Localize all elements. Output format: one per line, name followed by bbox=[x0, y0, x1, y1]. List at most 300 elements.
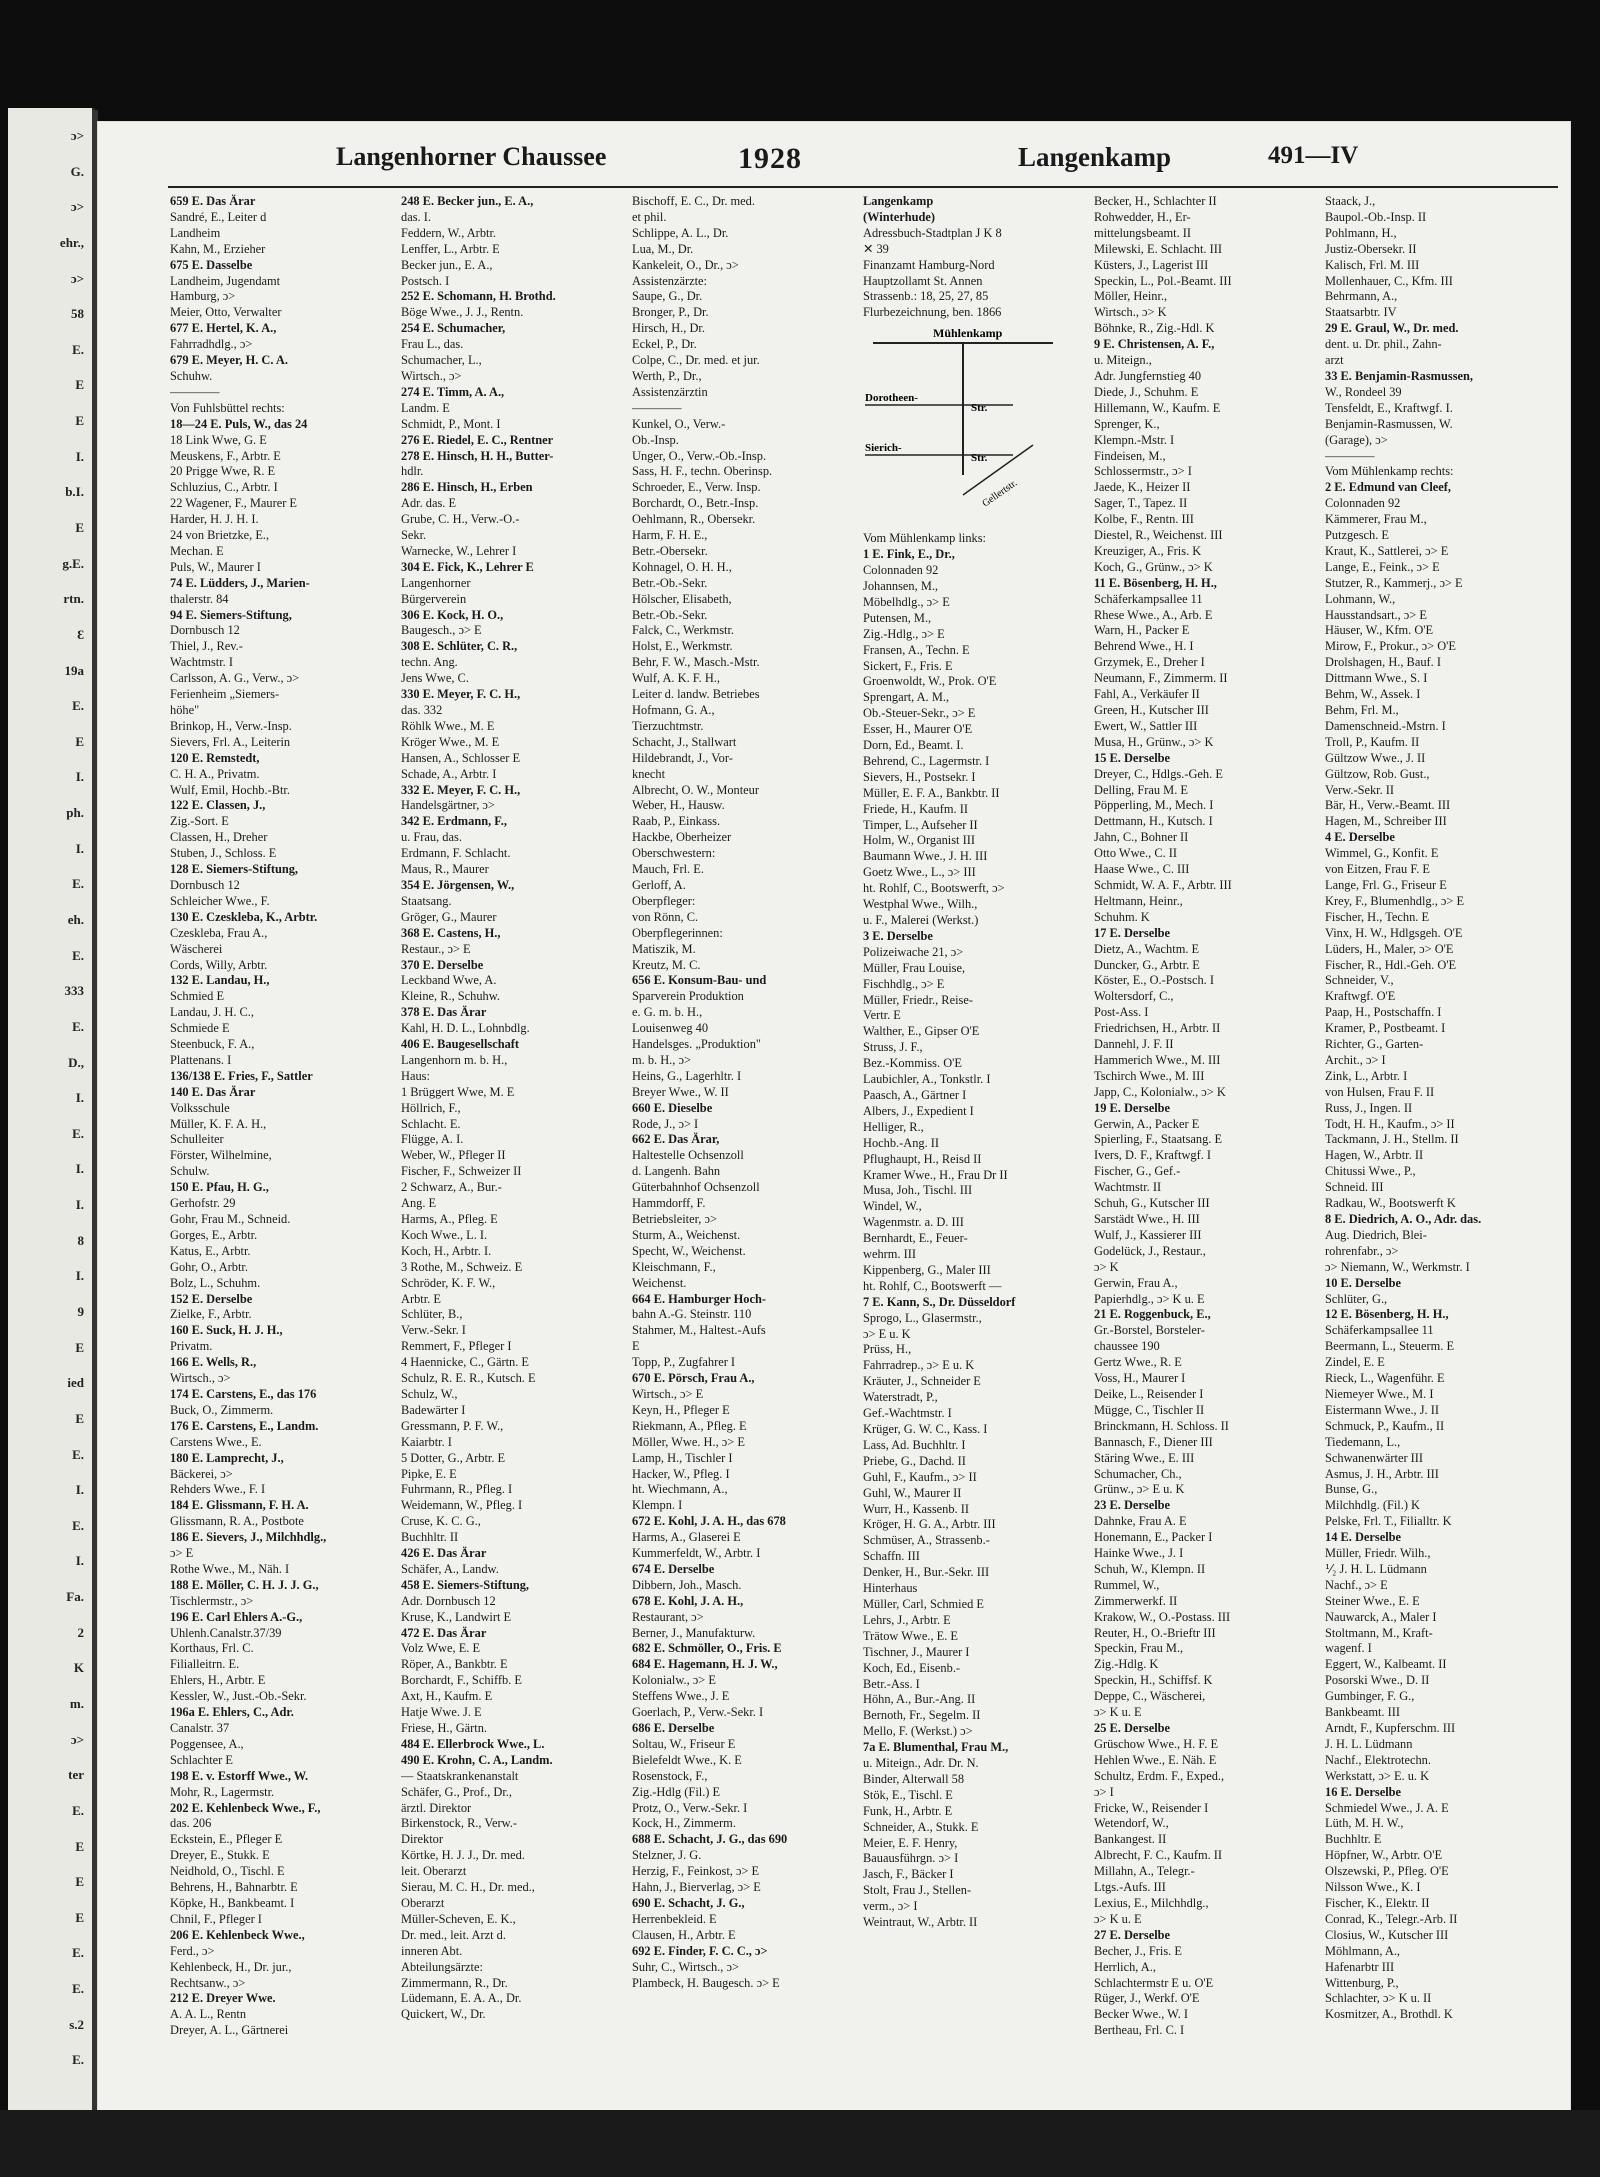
directory-line: Bunse, G., bbox=[1325, 1482, 1378, 1497]
directory-line: Langenhorn m. b. H., bbox=[401, 1052, 508, 1067]
directory-line: 672 E. Kohl, J. A. H., das 678 bbox=[632, 1514, 786, 1529]
directory-line: 24 von Brietzke, E., bbox=[170, 528, 270, 543]
directory-line: Kolonialw., ɔ> E bbox=[632, 1673, 716, 1688]
directory-line: 33 E. Benjamin-Rasmussen, bbox=[1325, 368, 1474, 383]
directory-line: 136/138 E. Fries, F., Sattler bbox=[170, 1068, 313, 1083]
directory-line: Kraut, K., Sattlerei, ɔ> E bbox=[1325, 543, 1449, 558]
directory-line: Ehlers, H., Arbtr. E bbox=[170, 1673, 266, 1688]
directory-line: Pöpperling, M., Mech. I bbox=[1094, 798, 1214, 813]
directory-line: Mollenhauer, C., Kfm. III bbox=[1325, 273, 1453, 288]
directory-line: Tierzuchtmstr. bbox=[632, 718, 704, 733]
directory-line: Langenkamp bbox=[863, 194, 934, 208]
directory-line: Lohmann, W., bbox=[1325, 591, 1396, 606]
directory-line: 27 E. Derselbe bbox=[1094, 1927, 1171, 1942]
directory-line: Finanzamt Hamburg-Nord bbox=[863, 257, 995, 272]
directory-line: Rothe Wwe., M., Näh. I bbox=[170, 1561, 290, 1576]
directory-line: e. G. m. b. H., bbox=[632, 1005, 703, 1020]
directory-line: Schlacht. E. bbox=[401, 1116, 461, 1131]
directory-line: Plattenans. I bbox=[170, 1052, 232, 1067]
directory-line: Olszewski, P., Pfleg. O'E bbox=[1325, 1864, 1449, 1879]
directory-line: Unger, O., Verw.-Ob.-Insp. bbox=[632, 448, 767, 463]
directory-line: Strassenb.: 18, 25, 27, 85 bbox=[863, 289, 989, 304]
directory-line: Feddern, W., Arbtr. bbox=[401, 225, 496, 240]
directory-line: 120 E. Remstedt, bbox=[170, 750, 260, 765]
directory-line: Schmidt, W. A. F., Arbtr. III bbox=[1094, 877, 1232, 892]
gutter-fragment: 2 bbox=[77, 1624, 84, 1640]
gutter-fragment: 19a bbox=[64, 662, 84, 678]
map-label-muehlenkamp: Mühlenkamp bbox=[933, 326, 1003, 341]
directory-line: Assistenzärztin bbox=[632, 384, 708, 399]
directory-line: verm., ɔ> I bbox=[863, 1899, 918, 1914]
directory-line: Conrad, K., Telegr.-Arb. II bbox=[1325, 1911, 1458, 1926]
directory-line: das. 332 bbox=[401, 703, 443, 717]
directory-line: Schuh, W., Klempn. II bbox=[1094, 1561, 1206, 1576]
gutter-fragment: 9 bbox=[77, 1304, 84, 1319]
directory-line: Schlüter, B., bbox=[401, 1307, 463, 1322]
directory-line: Müller, Carl, Schmied E bbox=[863, 1596, 984, 1611]
directory-line: 332 E. Meyer, F. C. H., bbox=[401, 782, 521, 797]
directory-line: Stelzner, J. G. bbox=[632, 1848, 702, 1863]
directory-line: Schulz, R. E. R., Kutsch. E bbox=[401, 1371, 536, 1386]
directory-line: Putzgesch. E bbox=[1325, 528, 1390, 543]
directory-line: Kräuter, J., Schneider E bbox=[863, 1374, 981, 1389]
directory-line: 276 E. Riedel, E. C., Rentner bbox=[401, 432, 554, 447]
directory-line: Lenffer, L., Arbtr. E bbox=[401, 241, 500, 256]
directory-line: Kröger Wwe., M. E bbox=[401, 734, 500, 749]
directory-line: Gültzow Wwe., J. II bbox=[1325, 750, 1426, 765]
directory-line: Protz, O., Verw.-Sekr. I bbox=[632, 1800, 748, 1815]
directory-line: Schleicher Wwe., F. bbox=[170, 893, 270, 908]
directory-line: Schlachter, ɔ> K u. II bbox=[1325, 1991, 1432, 2006]
directory-line: Buck, O., Zimmerm. bbox=[170, 1402, 274, 1417]
directory-line: arzt bbox=[1325, 353, 1344, 368]
directory-line: Justiz-Obersekr. II bbox=[1325, 241, 1417, 256]
directory-line: Dreyer, C., Hdlgs.-Geh. E bbox=[1094, 766, 1223, 781]
directory-line: 252 E. Schomann, H. Brothd. bbox=[401, 289, 556, 304]
directory-line: Gerhofstr. 29 bbox=[170, 1196, 236, 1211]
column-5 bbox=[1094, 194, 1307, 2094]
directory-line: 368 E. Castens, H., bbox=[401, 925, 501, 940]
directory-line: Schlachter E bbox=[170, 1752, 233, 1767]
directory-line: Gerloff, A. bbox=[632, 877, 686, 892]
directory-line: Hacker, W., Pfleg. I bbox=[632, 1466, 730, 1481]
directory-line: Mügge, C., Tischler II bbox=[1094, 1402, 1205, 1417]
directory-line: Aug. Diedrich, Blei- bbox=[1325, 1227, 1427, 1242]
gutter-fragment: g.E. bbox=[62, 555, 84, 571]
directory-line: Jens Wwe, C. bbox=[401, 671, 469, 686]
directory-line: 14 E. Derselbe bbox=[1325, 1530, 1402, 1545]
directory-line: Lexius, E., Milchhdlg., bbox=[1094, 1895, 1209, 1910]
directory-line: u. Miteign., Adr. Dr. N. bbox=[863, 1756, 979, 1771]
directory-line: Wimmel, G., Konfit. E bbox=[1325, 846, 1439, 861]
directory-line: Müller, Friedr. Wilh., bbox=[1325, 1546, 1431, 1561]
directory-line: Hehlen Wwe., E. Näh. E bbox=[1094, 1752, 1217, 1767]
directory-line: Kreutz, M. C. bbox=[632, 957, 701, 972]
directory-line: Steffens Wwe., J. E bbox=[632, 1689, 730, 1704]
directory-line: Werkstatt, ɔ> E. u. K bbox=[1325, 1768, 1430, 1783]
directory-line: Fischhdlg., ɔ> E bbox=[863, 976, 945, 991]
column-1 bbox=[170, 194, 383, 2094]
directory-line: Höhn, A., Bur.-Ang. II bbox=[863, 1692, 976, 1707]
directory-line: Sickert, F., Fris. E bbox=[863, 658, 953, 673]
directory-line: (Garage), ɔ> bbox=[1325, 432, 1388, 447]
directory-line: Schneider, A., Stukk. E bbox=[863, 1819, 979, 1834]
directory-line: Schmuck, P., Kaufm., II bbox=[1325, 1418, 1445, 1433]
directory-line: Hagen, M., Schreiber III bbox=[1325, 814, 1447, 829]
gutter-fragment: E. bbox=[72, 2052, 84, 2068]
directory-line: 18—24 E. Puls, W., das 24 bbox=[170, 416, 308, 431]
directory-line: Möller, Heinr., bbox=[1094, 289, 1168, 304]
directory-line: Brinckmann, H. Schloss. II bbox=[1094, 1418, 1229, 1433]
directory-line: Betriebsleiter, ɔ> bbox=[632, 1212, 717, 1226]
directory-line: Dr. med., leit. Arzt d. bbox=[401, 1927, 506, 1942]
directory-line: Ang. E bbox=[401, 1196, 437, 1211]
directory-line: Quickert, W., Dr. bbox=[401, 2007, 486, 2022]
directory-line: Sprenger, K., bbox=[1094, 416, 1160, 431]
directory-line: Lehrs, J., Arbtr. E bbox=[863, 1612, 951, 1627]
directory-line: 130 E. Czeskleba, K., Arbtr. bbox=[170, 909, 318, 924]
directory-line: Schlossermstr., ɔ> I bbox=[1094, 464, 1192, 479]
directory-line: Güterbahnhof Ochsenzoll bbox=[632, 1180, 760, 1195]
directory-line: Oberpfleger: bbox=[632, 893, 696, 908]
directory-line: Gr.-Borstel, Borsteler- bbox=[1094, 1323, 1205, 1338]
directory-line: Rummel, W., bbox=[1094, 1577, 1160, 1592]
directory-line: Harder, H. J. H. I. bbox=[170, 512, 259, 527]
directory-line: Becker, H., Schlachter II bbox=[1094, 194, 1217, 208]
directory-line: u. F., Malerei (Werkst.) bbox=[863, 913, 979, 927]
directory-line: Diestel, R., Weichenst. III bbox=[1094, 528, 1223, 543]
directory-line: Bankbeamt. III bbox=[1325, 1705, 1401, 1720]
directory-line: Dibbern, Joh., Masch. bbox=[632, 1577, 742, 1592]
directory-line: Wagenmstr. a. D. III bbox=[863, 1215, 964, 1230]
directory-line: von Hulsen, Frau F. II bbox=[1325, 1084, 1435, 1099]
directory-line: Ob.-Steuer-Sekr., ɔ> E bbox=[863, 706, 976, 721]
directory-line: Schäferkampsallee 11 bbox=[1325, 1323, 1434, 1338]
directory-line: d. Langenh. Bahn bbox=[632, 1164, 721, 1179]
directory-line: Clausen, H., Arbtr. E bbox=[632, 1927, 736, 1942]
directory-line: Hansen, A., Schlosser E bbox=[401, 750, 521, 765]
directory-line: Wulf, Emil, Hochb.-Btr. bbox=[170, 782, 290, 797]
directory-line: Bannasch, F., Diener III bbox=[1094, 1434, 1213, 1449]
directory-line: Schäfer, A., Landw. bbox=[401, 1561, 499, 1576]
directory-line: ɔ> K u. E bbox=[1094, 1911, 1142, 1926]
directory-line: Sprengart, A. M., bbox=[863, 690, 950, 705]
gutter-fragment: E. bbox=[72, 876, 84, 892]
gutter-fragment: E. bbox=[72, 947, 84, 963]
directory-line: Oberarzt bbox=[401, 1895, 445, 1910]
directory-line: Möbelhdlg., ɔ> E bbox=[863, 594, 950, 609]
directory-line: Tschirch Wwe., M. III bbox=[1094, 1068, 1205, 1083]
gutter-fragment: E bbox=[75, 733, 84, 749]
directory-line: Staack, J., bbox=[1325, 194, 1376, 208]
directory-line: Landheim, Jugendamt bbox=[170, 273, 281, 288]
directory-line: Privatm. bbox=[170, 1339, 213, 1354]
directory-line: 306 E. Kock, H. O., bbox=[401, 607, 504, 622]
directory-line: Bernhardt, E., Feuer- bbox=[863, 1231, 968, 1246]
directory-line: 16 E. Derselbe bbox=[1325, 1784, 1402, 1799]
directory-line: Kock, H., Zimmerm. bbox=[632, 1816, 736, 1831]
directory-line: et phil. bbox=[632, 209, 667, 224]
directory-line: 286 E. Hinsch, H., Erben bbox=[401, 480, 533, 495]
directory-line: Böge Wwe., J. J., Rentn. bbox=[401, 305, 524, 320]
directory-line: Schlachtermstr E u. O'E bbox=[1094, 1975, 1214, 1990]
directory-line: Betr.-Ass. I bbox=[863, 1676, 920, 1691]
directory-line: Czeskleba, Frau A., bbox=[170, 925, 268, 940]
directory-line: 2 Schwarz, A., Bur.- bbox=[401, 1180, 502, 1195]
gutter-fragment: ter bbox=[68, 1767, 84, 1783]
directory-line: Matiszik, M. bbox=[632, 941, 696, 956]
directory-line: Stoltmann, M., Kraft- bbox=[1325, 1625, 1433, 1640]
gutter-fragment: ehr., bbox=[59, 234, 84, 250]
header-rule bbox=[168, 186, 1558, 188]
gutter-fragment: E bbox=[75, 1838, 84, 1854]
directory-line: 1 E. Fink, E., Dr., bbox=[863, 547, 955, 562]
directory-line: Walther, E., Gipser O'E bbox=[863, 1024, 980, 1039]
directory-line: Vertr. E bbox=[863, 1008, 901, 1023]
directory-line: Kraftwgf. O'E bbox=[1325, 989, 1396, 1004]
directory-line: Hausstandsart., ɔ> E bbox=[1325, 607, 1427, 622]
directory-line: Westphal Wwe., Wilh., bbox=[863, 897, 978, 912]
directory-line: Colonnaden 92 bbox=[863, 563, 939, 578]
directory-line: Koch, H., Arbtr. I. bbox=[401, 1243, 492, 1258]
directory-line: Müller-Scheven, E. K., bbox=[401, 1911, 516, 1926]
directory-line: Albrecht, F. C., Kaufm. II bbox=[1094, 1848, 1223, 1863]
directory-line: ht. Rohlf, C., Bootswerft — bbox=[863, 1278, 1002, 1293]
directory-line: Behrend, C., Lagermstr. I bbox=[863, 753, 990, 768]
running-header bbox=[98, 142, 1570, 188]
directory-line: Gohr, Frau M., Schneid. bbox=[170, 1212, 291, 1226]
gutter-fragment: ɔ> bbox=[70, 128, 84, 143]
directory-line: Grünw., ɔ> E u. K bbox=[1094, 1482, 1185, 1497]
directory-line: 684 E. Hagemann, H. J. W., bbox=[632, 1657, 778, 1672]
directory-line: Krakow, W., O.-Postass. III bbox=[1094, 1609, 1231, 1624]
directory-line: Schacht, J., Stallwart bbox=[632, 734, 737, 749]
directory-line: Heins, G., Lagerhltr. I bbox=[632, 1068, 742, 1083]
directory-line: Otto Wwe., C. II bbox=[1094, 846, 1178, 861]
directory-line: Kreuziger, A., Fris. K bbox=[1094, 543, 1202, 558]
directory-line: 7a E. Blumenthal, Frau M., bbox=[863, 1740, 1009, 1755]
directory-line: 678 E. Kohl, J. A. H., bbox=[632, 1593, 744, 1608]
directory-line: ɔ> Niemann, W., Werkmstr. I bbox=[1325, 1259, 1470, 1274]
directory-line: Behr, F. W., Masch.-Mstr. bbox=[632, 655, 760, 670]
directory-line: Bischoff, E. C., Dr. med. bbox=[632, 194, 755, 208]
gutter-fragment: E. bbox=[72, 698, 84, 714]
directory-line: Cords, Willy, Arbtr. bbox=[170, 957, 268, 972]
gutter-fragment: E. bbox=[72, 1802, 84, 1818]
directory-line: Kleine, R., Schuhw. bbox=[401, 989, 500, 1004]
directory-line: 184 E. Glissmann, F. H. A. bbox=[170, 1498, 309, 1513]
directory-line: Deppe, C., Wäscherei, bbox=[1094, 1689, 1206, 1704]
directory-line: Duncker, G., Arbtr. E bbox=[1094, 957, 1200, 972]
directory-line: Fricke, W., Reisender I bbox=[1094, 1800, 1209, 1815]
directory-line: Staatsang. bbox=[401, 893, 452, 908]
directory-line: Wachtmstr. I bbox=[170, 655, 234, 670]
gutter-fragment: m. bbox=[69, 1696, 84, 1711]
directory-line: Vom Mühlenkamp links: bbox=[863, 531, 986, 546]
directory-line: Kaiarbtr. I bbox=[401, 1434, 452, 1449]
directory-line: Müller, Friedr., Reise- bbox=[863, 992, 973, 1007]
directory-line: Bertheau, Frl. C. I bbox=[1094, 2023, 1185, 2038]
directory-line: Sievers, Frl. A., Leiterin bbox=[170, 734, 291, 749]
directory-line: Groenwoldt, W., Prok. O'E bbox=[863, 674, 997, 689]
directory-line: Schultz, Erdm. F., Exped., bbox=[1094, 1768, 1225, 1783]
directory-line: Fahrradhdlg., ɔ> bbox=[170, 337, 253, 352]
directory-line: Guhl, W., Maurer II bbox=[863, 1485, 962, 1500]
directory-line: mittelungsbeamt. II bbox=[1094, 225, 1192, 240]
directory-line: Schmiedel Wwe., J. A. E bbox=[1325, 1800, 1449, 1815]
directory-line: Arbtr. E bbox=[401, 1291, 441, 1306]
gutter-fragment: I. bbox=[75, 1161, 84, 1177]
directory-line: Putensen, M., bbox=[863, 610, 932, 625]
directory-line: Kröger, H. G. A., Arbtr. III bbox=[863, 1517, 996, 1532]
directory-line: Frau L., das. bbox=[401, 337, 464, 352]
directory-line: 29 E. Graul, W., Dr. med. bbox=[1325, 321, 1459, 336]
directory-line: ɔ> E bbox=[170, 1546, 194, 1561]
directory-line: 484 E. Ellerbrock Wwe., L. bbox=[401, 1736, 545, 1751]
directory-line: Speckin, H., Schiffsf. K bbox=[1094, 1673, 1213, 1688]
directory-line: Kehlenbeck, H., Dr. jur., bbox=[170, 1959, 292, 1974]
directory-line: Steiner Wwe., E. E bbox=[1325, 1593, 1420, 1608]
directory-line: Sprogo, L., Glasermstr., bbox=[863, 1310, 982, 1325]
directory-line: Uhlenh.Canalstr.37/39 bbox=[170, 1625, 282, 1640]
directory-columns bbox=[170, 194, 1560, 2094]
directory-line: Kippenberg, G., Maler III bbox=[863, 1262, 991, 1277]
directory-line: Poggensee, A., bbox=[170, 1736, 244, 1751]
directory-line: Mello, F. (Werkst.) ɔ> bbox=[863, 1724, 973, 1739]
gutter-fragment: E bbox=[75, 1339, 84, 1355]
directory-line: Baugesch., ɔ> E bbox=[401, 623, 482, 638]
gutter-fragment: Fa. bbox=[66, 1589, 84, 1605]
directory-line: Maus, R., Maurer bbox=[401, 862, 489, 877]
directory-line: Weidemann, W., Pfleg. I bbox=[401, 1498, 523, 1513]
directory-line: Rohwedder, H., Er- bbox=[1094, 209, 1191, 224]
gutter-fragment: ied bbox=[67, 1375, 84, 1391]
directory-line: Raab, P., Einkass. bbox=[632, 814, 721, 829]
directory-line: Niemeyer Wwe., M. I bbox=[1325, 1386, 1434, 1401]
directory-line: Lüders, H., Maler, ɔ> O'E bbox=[1325, 941, 1454, 956]
directory-line: Köpke, H., Bankbeamt. I bbox=[170, 1895, 295, 1910]
directory-line: Behm, W., Assek. I bbox=[1325, 687, 1421, 702]
directory-line: Nilsson Wwe., K. I bbox=[1325, 1880, 1421, 1895]
directory-line: Staatsarbtr. IV bbox=[1325, 305, 1397, 320]
directory-line: Puls, W., Maurer I bbox=[170, 559, 261, 574]
directory-line: Hochb.-Ang. II bbox=[863, 1135, 940, 1150]
directory-line: 426 E. Das Ärar bbox=[401, 1546, 487, 1561]
directory-line: Lua, M., Dr. bbox=[632, 241, 694, 256]
directory-line: Nauwarck, A., Maler I bbox=[1325, 1609, 1437, 1624]
directory-line: Pipke, E. E bbox=[401, 1466, 457, 1481]
directory-line: Kahl, H. D. L., Lohnbdlg. bbox=[401, 1021, 530, 1036]
gutter-fragment: E. bbox=[72, 1018, 84, 1034]
directory-line: Sturm, A., Weichenst. bbox=[632, 1227, 741, 1242]
directory-line: Sparverein Produktion bbox=[632, 989, 744, 1004]
directory-line: Bolz, L., Schuhm. bbox=[170, 1275, 261, 1290]
directory-line: Fischer, R., Hdl.-Geh. O'E bbox=[1325, 957, 1457, 972]
directory-line: Jahn, C., Bohner II bbox=[1094, 830, 1189, 845]
directory-line: Trätow Wwe., E. E bbox=[863, 1628, 958, 1643]
directory-line: Binder, Alterwall 58 bbox=[863, 1771, 965, 1786]
gutter-fragment: I. bbox=[75, 1482, 84, 1498]
directory-line: hdlr. bbox=[401, 464, 424, 479]
directory-line: Herrenbekleid. E bbox=[632, 1911, 717, 1926]
directory-line: Dreyer, E., Stukk. E bbox=[170, 1848, 270, 1863]
directory-line: Kankeleit, O., Dr., ɔ> bbox=[632, 257, 739, 272]
directory-line: Diede, J., Schuhm. E bbox=[1094, 384, 1199, 399]
directory-line: 196a E. Ehlers, C., Adr. bbox=[170, 1705, 294, 1720]
directory-line: 128 E. Siemers-Stiftung, bbox=[170, 862, 299, 877]
directory-line: 12 E. Bösenberg, H. H., bbox=[1325, 1307, 1449, 1322]
directory-line: Dreyer, A. L., Gärtnerei bbox=[170, 2023, 289, 2038]
directory-line: Musa, H., Grünw., ɔ> K bbox=[1094, 734, 1214, 749]
directory-line: Krey, F., Blumenhdlg., ɔ> E bbox=[1325, 893, 1465, 908]
directory-line: Milewski, E. Schlacht. III bbox=[1094, 241, 1223, 256]
directory-line: Buchhltr. E bbox=[1325, 1832, 1382, 1847]
directory-line: Flügge, A. I. bbox=[401, 1132, 464, 1147]
directory-line: Behm, Frl. M., bbox=[1325, 703, 1399, 717]
directory-line: Wirtsch., ɔ> E bbox=[632, 1386, 704, 1401]
directory-line: Carlsson, A. G., Verw., ɔ> bbox=[170, 671, 300, 686]
gutter-fragment: E. bbox=[72, 1517, 84, 1533]
directory-line: Oberpflegerinnen: bbox=[632, 925, 723, 940]
directory-line: Helliger, R., bbox=[863, 1119, 924, 1134]
map-label-sierichstr-suffix: Str. bbox=[971, 452, 988, 465]
directory-line: Koch Wwe., L. I. bbox=[401, 1227, 488, 1242]
directory-line: Thiel, J., Rev.- bbox=[170, 639, 243, 654]
directory-line: 304 E. Fick, K., Lehrer E bbox=[401, 559, 534, 574]
directory-line: Schulw. bbox=[170, 1164, 210, 1179]
directory-line: Röhlk Wwe., M. E bbox=[401, 718, 495, 733]
gutter-fragment: ɔ> bbox=[70, 270, 84, 286]
directory-line: 206 E. Kehlenbeck Wwe., bbox=[170, 1927, 305, 1942]
directory-line: m. b. H., ɔ> bbox=[632, 1052, 691, 1067]
directory-line: Harm, F. H. E., bbox=[632, 528, 708, 543]
directory-line: Schade, A., Arbtr. I bbox=[401, 766, 497, 781]
directory-line: Schmidt, P., Mont. I bbox=[401, 416, 501, 431]
directory-line: Soltau, W., Friseur E bbox=[632, 1736, 736, 1751]
directory-line: Hatje Wwe. J. E bbox=[401, 1705, 482, 1720]
directory-line: Troll, P., Kaufm. II bbox=[1325, 734, 1420, 749]
directory-line: Dahnke, Frau A. E bbox=[1094, 1514, 1187, 1529]
directory-line: Lange, Frl. G., Friseur E bbox=[1325, 877, 1447, 892]
directory-line: ɔ> E u. K bbox=[863, 1326, 911, 1341]
directory-line: Carstens Wwe., E. bbox=[170, 1434, 262, 1449]
directory-line: 186 E. Sievers, J., Milchhdlg., bbox=[170, 1530, 327, 1545]
directory-line: Milchhdlg. (Fil.) K bbox=[1325, 1498, 1420, 1513]
directory-line: 656 E. Konsum-Bau- und bbox=[632, 973, 767, 988]
directory-line: 212 E. Dreyer Wwe. bbox=[170, 1991, 276, 2006]
directory-line: Warn, H., Packer E bbox=[1094, 623, 1190, 638]
directory-line: Hamburg, ɔ> bbox=[170, 289, 236, 304]
directory-line: 330 E. Meyer, F. C. H., bbox=[401, 687, 521, 702]
directory-line: Schumacher, L., bbox=[401, 353, 482, 368]
directory-line: Schulleiter bbox=[170, 1132, 224, 1147]
directory-line: 9 E. Christensen, A. F., bbox=[1094, 337, 1215, 352]
directory-line: Millahn, A., Telegr.- bbox=[1094, 1864, 1195, 1879]
directory-line: Dannehl, J. F. II bbox=[1094, 1037, 1174, 1052]
directory-line: Beermann, L., Steuerm. E bbox=[1325, 1339, 1455, 1354]
directory-line: Lamp, H., Tischler I bbox=[632, 1450, 733, 1465]
directory-line: Von Fuhlsbüttel rechts: bbox=[170, 400, 285, 415]
directory-line: 198 E. v. Estorff Wwe., W. bbox=[170, 1768, 309, 1783]
gutter-fragment: E. bbox=[72, 341, 84, 357]
directory-line: Zig.-Hdlg. K bbox=[1094, 1657, 1159, 1672]
map-label-dorotheenstr-suffix: Str. bbox=[971, 402, 988, 415]
directory-line: Herzig, F., Feinkost, ɔ> E bbox=[632, 1864, 760, 1879]
directory-line: 132 E. Landau, H., bbox=[170, 973, 270, 988]
directory-line: Johannsen, M., bbox=[863, 578, 939, 593]
directory-line: wehrm. III bbox=[863, 1247, 916, 1262]
directory-line: 74 E. Lüdders, J., Marien- bbox=[170, 575, 310, 590]
